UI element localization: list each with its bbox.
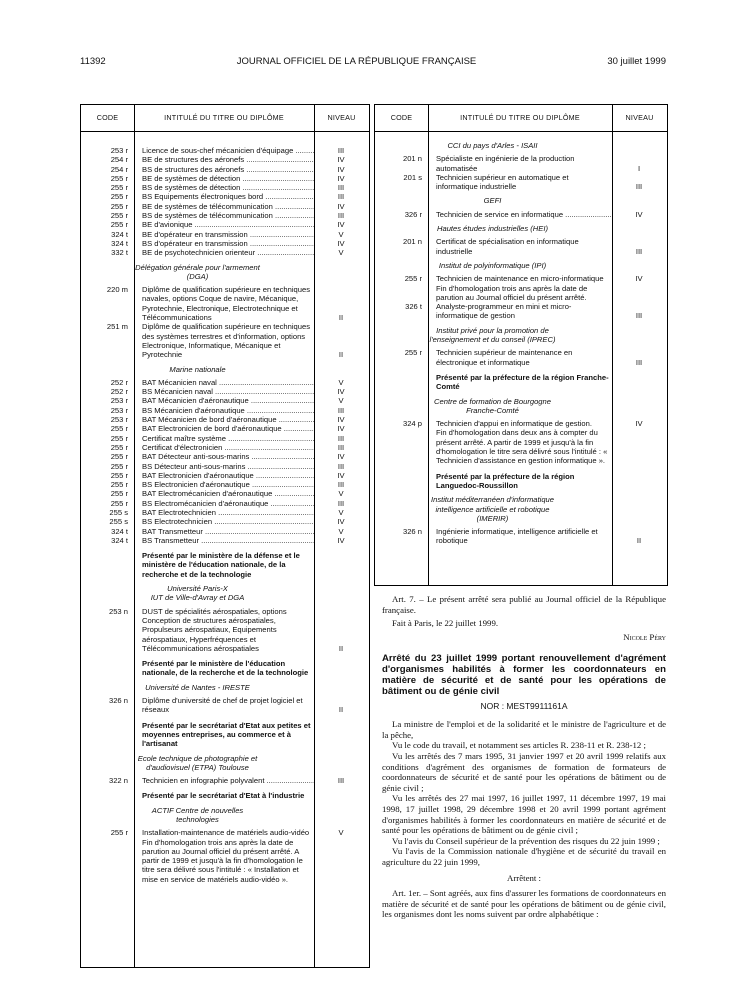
table-row xyxy=(81,165,369,174)
level-cell: IV xyxy=(337,201,345,211)
code-cell: 324 t xyxy=(111,238,128,248)
table-row xyxy=(81,415,369,424)
code-cell: 255 r xyxy=(110,424,128,434)
section-heading: CCI du pays d'Arles - ISAII xyxy=(447,141,538,150)
level-cell: I xyxy=(637,163,641,173)
title-cell: Diplôme de qualification supérieure en techniques navales, options Coque de navire, Mécanique, Pyrotechnie, Electronique, Electrotechnique et Télécommunications xyxy=(142,285,311,323)
level-cell: III xyxy=(635,311,643,321)
code-cell: 255 r xyxy=(110,220,128,230)
section-heading: Présenté par le ministère de l'éducation nationale, de la recherche et de la technologie xyxy=(142,659,309,678)
page-number: 11392 xyxy=(80,56,106,67)
level-cell: V xyxy=(338,489,344,499)
table-row xyxy=(81,480,369,489)
title-cell: BS Mécanicien d'aéronautique ..... xyxy=(134,406,314,415)
title-cell: Technicien d'appui en informatique de gestion. xyxy=(436,419,592,429)
level-cell: IV xyxy=(337,424,345,434)
code-cell: 255 r xyxy=(110,192,128,202)
title-cell: BS Electrotechnicien ..... xyxy=(134,517,314,526)
code-cell: 255 r xyxy=(110,498,128,508)
title-cell: Licence de sous-chef mécanicien d'équipage ..... xyxy=(134,146,314,155)
table-row xyxy=(375,527,667,546)
code-cell: 255 r xyxy=(404,274,422,284)
table-row xyxy=(81,220,369,229)
level-cell: IV xyxy=(337,415,345,425)
table-row xyxy=(81,536,369,545)
level-cell: III xyxy=(337,405,345,415)
col-code-header: CODE xyxy=(390,113,413,123)
level-cell: IV xyxy=(337,155,345,165)
title-cell: BS Electronicien d'aéronautique ..... xyxy=(134,480,314,489)
code-cell: 255 s xyxy=(109,507,128,517)
title-cell: Technicien de service en informatique ..... xyxy=(428,210,612,219)
title-cell: Certificat d'électronicien ..... xyxy=(134,443,314,452)
col-title-header: INTITULÉ DU TITRE OU DIPLÔME xyxy=(164,113,284,123)
section-heading: Centre de formation de Bourgogne Franche-Comté xyxy=(434,396,551,415)
code-cell: 253 r xyxy=(110,405,128,415)
table-row xyxy=(81,508,369,517)
table-row xyxy=(81,202,369,211)
decree-title: Arrêté du 23 juillet 1999 portant renouvellement d'agrément d'organismes habilités à former les coordonnateurs en matière de sécurité et de santé pour les opérations de bâtiment ou de génie civil xyxy=(382,653,666,697)
table-row xyxy=(81,396,369,405)
level-cell: II xyxy=(338,350,344,360)
code-cell: 324 t xyxy=(111,229,128,239)
table-row xyxy=(375,419,667,428)
note-text: Fin d'homologation trois ans après la date de parution au Journal officiel du présent arrêté. xyxy=(436,283,588,302)
table-row xyxy=(81,471,369,480)
code-cell: 322 n xyxy=(108,776,128,786)
col-level-header: NIVEAU xyxy=(327,113,356,123)
code-cell: 326 t xyxy=(405,302,422,312)
table-row xyxy=(81,322,369,359)
table-row xyxy=(81,230,369,239)
table-row xyxy=(81,462,369,471)
section-heading: ACTIF Centre de nouvelles technologies xyxy=(151,805,244,824)
section-heading: Institut privé pour la promotion de l'enseignement et du conseil (IPREC) xyxy=(429,325,556,345)
title-cell: Certificat maître système ..... xyxy=(134,434,314,443)
table-row xyxy=(81,248,369,257)
code-cell: 324 t xyxy=(111,535,128,545)
level-cell: V xyxy=(338,526,344,536)
level-cell: III xyxy=(337,442,345,452)
section-heading: Présenté par la préfecture de la région Franche-Comté xyxy=(436,372,609,392)
code-cell: 255 r xyxy=(110,201,128,211)
title-cell: Ingénierie informatique, intelligence artificielle et robotique xyxy=(436,527,598,546)
section-heading: Hautes études industrielles (HEI) xyxy=(436,224,548,234)
level-cell: V xyxy=(338,507,344,517)
title-cell: BS Mécanicien naval ..... xyxy=(134,387,314,396)
level-cell: IV xyxy=(337,535,345,545)
table-row xyxy=(81,192,369,201)
table-row xyxy=(81,424,369,433)
code-cell: 253 r xyxy=(110,396,128,406)
table-row xyxy=(81,443,369,452)
code-cell: 253 r xyxy=(110,146,128,155)
col-title-header: INTITULÉ DU TITRE OU DIPLÔME xyxy=(460,113,580,123)
title-cell: BS Electromécanicien d'aéronautique ..... xyxy=(134,499,314,508)
title-cell: BS d'opérateur en transmission ..... xyxy=(134,239,314,248)
table-row xyxy=(81,406,369,415)
level-cell: III xyxy=(635,246,643,256)
code-cell: 201 s xyxy=(403,172,422,182)
section-heading: Marine nationale xyxy=(169,364,226,374)
title-cell: DUST de spécialités aérospatiales, options Conception de structures aérospatiales, Propulseurs aérospatiaux, Equipements aérospatiaux, Hyperfréquences et Télécommunications aérospatiales xyxy=(142,606,287,653)
code-cell: 201 n xyxy=(402,154,422,164)
code-cell: 255 r xyxy=(110,461,128,471)
page-header xyxy=(80,56,666,67)
paragraph: Vu les arrêtés des 27 mai 1997, 16 juillet 1997, 11 décembre 1997, 19 mai 1998, 17 juillet 1998, 29 décembre 1998 et 20 avril 1999 portant agrément d'organismes habilités à former les coordonnateurs en matière de sécurité et de santé pour les opérations de bâtiment ou de génie civil ; xyxy=(382,793,666,836)
level-cell: III xyxy=(337,183,345,193)
table-row xyxy=(375,274,667,283)
level-cell: II xyxy=(636,536,642,546)
level-cell: III xyxy=(635,182,643,192)
table-row xyxy=(81,434,369,443)
title-cell: Technicien de maintenance en micro-informatique xyxy=(436,274,604,284)
level-cell: IV xyxy=(337,173,345,183)
title-cell: BE d'avionique ..... xyxy=(134,220,314,229)
table-row xyxy=(375,210,667,219)
note-text: Fin d'homologation trois ans après la date de parution au Journal officiel du présent arrêté. A partir de 1999 et jusqu'à la fin d'homologation le titre sera délivré sous l'intitulé : « Installation et mise en service de matériels audio-vidéo ». xyxy=(142,837,303,884)
table-row xyxy=(81,828,369,837)
title-cell: BE de structures des aéronefs ..... xyxy=(134,155,314,164)
paragraph: Vu le code du travail, et notamment ses articles R. 238-11 et R. 238-12 ; xyxy=(392,740,646,751)
code-cell: 255 r xyxy=(110,183,128,193)
title-cell: Technicien en infographie polyvalent ..... xyxy=(134,776,314,785)
title-cell: BE d'opérateur en transmission ..... xyxy=(134,230,314,239)
table-row xyxy=(81,174,369,183)
title-cell: Diplôme de qualification supérieure en techniques des systèmes terrestres et d'information, options Electronique, Informatique, Mécanique et Pyrotechnie xyxy=(142,322,311,360)
table-header xyxy=(375,105,667,132)
note-text: Fin d'homologation dans deux ans à compter du présent arrêté. A partir de 1999 et jusqu'à la fin d'homologation le titre sera délivré sous l'intitulé : « Technicien d'assistance en gestion informatique ». xyxy=(436,428,608,466)
nor-reference: NOR : MEST9911161A xyxy=(480,700,568,711)
journal-title: JOURNAL OFFICIEL DE LA RÉPUBLIQUE FRANÇAISE xyxy=(236,56,477,67)
section-heading: Université Paris-X xyxy=(167,584,228,594)
right-diploma-table xyxy=(374,104,668,586)
level-cell: V xyxy=(338,396,344,406)
table-row xyxy=(81,211,369,220)
title-cell: BE de systèmes de détection ..... xyxy=(134,174,314,183)
title-cell: BS Détecteur anti-sous-marins ..... xyxy=(134,462,314,471)
title-cell: BAT Electromécanicien d'aéronautique ..... xyxy=(134,489,314,498)
signature-place-date: Fait à Paris, le 22 juillet 1999. xyxy=(392,618,499,629)
article-7: Art. 7. – Le présent arrêté sera publié au Journal officiel de la République française. xyxy=(382,594,666,615)
level-cell: III xyxy=(337,461,345,471)
section-heading: Ecole technique de photographie et d'audiovisuel (ETPA) Toulouse xyxy=(137,753,258,772)
table-row xyxy=(81,452,369,461)
level-cell: II xyxy=(338,705,344,715)
table-header xyxy=(81,105,369,132)
title-cell: BS de structures des aéronefs ..... xyxy=(134,165,314,174)
level-cell: II xyxy=(338,313,344,323)
section-heading: Présenté par la préfecture de la région Languedoc-Roussillon xyxy=(436,471,575,490)
code-cell: 324 p xyxy=(402,419,422,429)
level-cell: III xyxy=(337,480,345,490)
level-cell: II xyxy=(338,643,344,653)
code-cell: 201 n xyxy=(402,237,422,247)
section-heading: Université de Nantes - IRESTE xyxy=(145,682,250,692)
col-code-header: CODE xyxy=(96,113,119,123)
code-cell: 251 m xyxy=(106,322,128,332)
level-cell: V xyxy=(338,248,344,258)
code-cell: 254 r xyxy=(110,164,128,174)
code-cell: 326 r xyxy=(404,209,422,219)
title-cell: BS Equipements électroniques bord ..... xyxy=(134,192,314,201)
table-row xyxy=(81,517,369,526)
table-row xyxy=(81,527,369,536)
level-cell: III xyxy=(337,433,345,443)
section-heading: Présenté par le secrétariat d'Etat aux petites et moyennes entreprises, au commerce et à l'artisanat xyxy=(142,720,311,749)
level-cell: IV xyxy=(337,470,345,480)
level-cell: III xyxy=(337,211,345,221)
code-cell: 255 r xyxy=(110,442,128,452)
code-cell: 332 t xyxy=(111,248,128,258)
code-cell: 255 r xyxy=(110,211,128,221)
table-row xyxy=(81,776,369,785)
table-row xyxy=(81,146,369,155)
title-cell: BAT Mécanicien de bord d'aéronautique ..... xyxy=(134,415,314,424)
table-row xyxy=(375,173,667,192)
title-cell: BAT Mécanicien d'aéronautique ..... xyxy=(134,396,314,405)
level-cell: IV xyxy=(337,220,345,230)
code-cell: 255 r xyxy=(110,173,128,183)
section-heading: Institut de polyinformatique (IPI) xyxy=(438,260,547,270)
section-heading: Présenté par le ministère de la défense et le ministère de l'éducation nationale, de la recherche et de la technologie xyxy=(142,551,300,579)
title-cell: BE de psychotechnicien orienteur ..... xyxy=(134,248,314,257)
code-cell: 252 r xyxy=(110,387,128,397)
paragraph: Vu l'avis du Conseil supérieur de la prévention des risques du 22 juin 1999 ; xyxy=(392,835,660,846)
title-cell: BAT Electronicien de bord d'aéronautique ..... xyxy=(134,424,314,433)
level-cell: IV xyxy=(635,274,643,284)
article-1: Art. 1er. – Sont agréés, aux fins d'assurer les formations de coordonnateurs en matière de sécurité et de santé pour les opérations de bâtiment ou de génie civil, les organismes dont les noms suivent par ordre alphabétique : xyxy=(382,888,666,920)
table-row xyxy=(81,285,369,322)
title-cell: BAT Electronicien d'aéronautique ..... xyxy=(134,471,314,480)
section-heading: Délégation générale pour l'armement (DGA) xyxy=(135,262,260,281)
title-cell: BS de systèmes de détection ..... xyxy=(134,183,314,192)
title-cell: BE de systèmes de télécommunication ..... xyxy=(134,202,314,211)
level-cell: V xyxy=(338,229,344,239)
title-cell: BAT Détecteur anti-sous-marins ..... xyxy=(134,452,314,461)
section-heading: Institut méditerranéen d'informatique intelligence artificielle et robotique (IMERIR) xyxy=(430,495,555,523)
section-heading: GEFI xyxy=(483,196,502,206)
level-cell: IV xyxy=(337,452,345,462)
level-cell: IV xyxy=(337,238,345,248)
table-row xyxy=(375,302,667,321)
level-cell: V xyxy=(338,828,344,838)
section-heading: Présenté par le secrétariat d'Etat à l'industrie xyxy=(142,791,305,801)
code-cell: 255 s xyxy=(109,517,128,527)
code-cell: 253 r xyxy=(110,415,128,425)
table-row xyxy=(81,155,369,164)
code-cell: 220 m xyxy=(106,285,128,295)
code-cell: 255 r xyxy=(110,433,128,443)
level-cell: IV xyxy=(337,517,345,527)
issue-date: 30 juillet 1999 xyxy=(607,56,666,67)
level-cell: IV xyxy=(635,209,643,219)
table-row xyxy=(81,387,369,396)
paragraph: Vu les arrêtés des 7 mars 1995, 31 janvier 1997 et 20 avril 1999 relatifs aux conditions d'agrément des organismes de formation de formateurs de coordonnateurs de sécurité et de santé pour les opérations de bâtiment ou de génie civil ; xyxy=(382,750,666,793)
level-cell: III xyxy=(337,498,345,508)
table-row xyxy=(375,348,667,367)
title-cell: Diplôme d'université de chef de projet logiciel et réseaux xyxy=(142,696,303,715)
paragraph: La ministre de l'emploi et de la solidarité et le ministre de l'agriculture et de la pêche, xyxy=(382,719,666,740)
title-cell: Analyste-programmeur en mini et micro-informatique de gestion xyxy=(436,302,572,321)
level-cell: III xyxy=(635,357,643,367)
level-cell: IV xyxy=(337,164,345,174)
paragraph: Vu l'avis de la Commission nationale d'hygiène et de sécurité du travail en agriculture du 22 juin 1999, xyxy=(382,846,666,867)
table-row xyxy=(81,696,369,715)
code-cell: 255 r xyxy=(110,828,128,838)
arretent: Arrêtent : xyxy=(507,873,541,884)
table-row xyxy=(81,607,369,653)
title-cell: BS Transmetteur ..... xyxy=(134,536,314,545)
col-level-header: NIVEAU xyxy=(625,113,654,123)
title-cell: Technicien supérieur de maintenance en électronique et informatique xyxy=(436,348,573,367)
level-cell: V xyxy=(338,377,344,387)
table-row xyxy=(81,489,369,498)
table-row xyxy=(81,239,369,248)
code-cell: 326 n xyxy=(108,696,128,706)
table-row xyxy=(375,237,667,256)
level-cell: III xyxy=(337,192,345,202)
section-heading: IUT de Ville-d'Avray et DGA xyxy=(150,593,245,603)
code-cell: 255 r xyxy=(110,480,128,490)
signature: Nicole Péry xyxy=(623,631,666,642)
code-cell: 255 r xyxy=(110,452,128,462)
level-cell: IV xyxy=(635,419,643,429)
title-cell: BAT Transmetteur ..... xyxy=(134,527,314,536)
code-cell: 324 t xyxy=(111,526,128,536)
title-cell: Spécialiste en ingénierie de la production automatisée xyxy=(436,154,575,173)
title-cell: BS de systèmes de télécommunication ..... xyxy=(134,211,314,220)
title-cell: BAT Electrotechnicien ..... xyxy=(134,508,314,517)
table-row xyxy=(81,378,369,387)
level-cell: III xyxy=(337,146,345,155)
code-cell: 326 n xyxy=(402,527,422,537)
decree-text xyxy=(382,594,666,920)
title-cell: Installation-maintenance de matériels audio-vidéo xyxy=(142,828,310,838)
code-cell: 255 r xyxy=(110,489,128,499)
code-cell: 252 r xyxy=(110,377,128,387)
title-cell: Technicien supérieur en automatique et informatique industrielle xyxy=(436,172,569,192)
code-cell: 253 n xyxy=(108,606,128,616)
title-cell: BAT Mécanicien naval ..... xyxy=(134,378,314,387)
code-cell: 255 r xyxy=(110,470,128,480)
table-row xyxy=(81,183,369,192)
level-cell: III xyxy=(337,776,345,786)
code-cell: 255 r xyxy=(404,348,422,358)
title-cell: Certificat de spécialisation en informatique industrielle xyxy=(436,237,579,256)
table-row xyxy=(81,499,369,508)
level-cell: IV xyxy=(337,387,345,397)
code-cell: 254 r xyxy=(110,155,128,165)
table-row xyxy=(375,154,667,173)
left-diploma-table xyxy=(80,104,370,968)
